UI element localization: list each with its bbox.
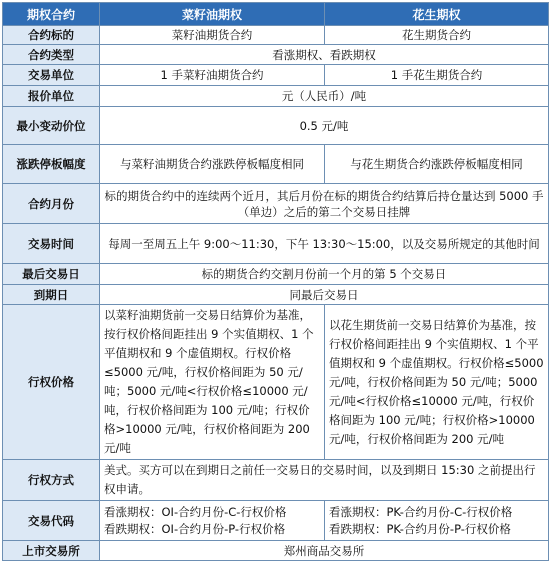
label-unit: 交易单位	[3, 65, 100, 86]
tick-value: 0.5 元/吨	[100, 107, 549, 145]
header-rapeseed-option: 菜籽油期权	[100, 3, 325, 26]
label-quote: 报价单位	[3, 86, 100, 107]
label-exchange: 上市交易所	[3, 541, 100, 561]
label-months: 合约月份	[3, 184, 100, 224]
rapeseed-underlying: 菜籽油期货合约	[100, 26, 325, 45]
row-code	[3, 501, 549, 541]
row-strike	[3, 305, 549, 460]
row-limit	[3, 145, 549, 184]
label-limit: 涨跌停板幅度	[3, 145, 100, 184]
row-hours	[3, 224, 549, 264]
hours-value: 每周一至周五上午 9:00～11:30，下午 13:30～15:00，以及交易所规定的其他时间	[100, 224, 549, 264]
peanut-strike: 以花生期货前一交易日结算价为基准，按行权价格间距挂出 9 个实值期权、1 个平值期权和 9 个虚值期权。行权价格≤5000 元/吨，行权价格间距为 50 元/吨；5000 元/吨<行权价格≤10000 元/吨，行权价格间距为 100 元/吨；行权价格>10000 元/吨，行权价格间距为 200 元/吨	[325, 305, 549, 460]
option-spec-table	[2, 2, 549, 561]
rapeseed-code	[100, 501, 325, 541]
row-months	[3, 184, 549, 224]
rapeseed-put-code: 看跌期权：OI-合约月份-P-行权价格	[104, 521, 286, 536]
label-expiry: 到期日	[3, 285, 100, 305]
peanut-unit: 1 手花生期货合约	[325, 65, 549, 86]
row-last-day	[3, 264, 549, 285]
exercise-value: 美式。买方可以在到期日之前任一交易日的交易时间，以及到期日 15:30 之前提出行权申请。	[100, 460, 549, 501]
label-underlying: 合约标的	[3, 26, 100, 45]
row-underlying	[3, 26, 549, 45]
rapeseed-strike: 以菜籽油期货前一交易日结算价为基准，按行权价格间距挂出 9 个实值期权、1 个平值期权和 9 个虚值期权。行权价格≤5000 元/吨，行权价格间距为 50 元/吨；5000 元/吨<行权价格≤10000 元/吨，行权价格间距为 100 元/吨；行权价格>10000 元/吨，行权价格间距为 200 元/吨	[100, 305, 325, 460]
label-exercise: 行权方式	[3, 460, 100, 501]
row-quote	[3, 86, 549, 107]
rapeseed-limit: 与菜籽油期货合约涨跌停板幅度相同	[100, 145, 325, 184]
label-strike: 行权价格	[3, 305, 100, 460]
peanut-underlying: 花生期货合约	[325, 26, 549, 45]
header-peanut-option: 花生期权	[325, 3, 549, 26]
row-tick	[3, 107, 549, 145]
rapeseed-call-code: 看涨期权：OI-合约月份-C-行权价格	[104, 504, 287, 519]
row-exercise	[3, 460, 549, 501]
rapeseed-unit: 1 手菜籽油期货合约	[100, 65, 325, 86]
last-day-value: 标的期货合约交割月份前一个月的第 5 个交易日	[100, 264, 549, 285]
header-row	[3, 3, 549, 26]
row-exchange	[3, 541, 549, 561]
peanut-limit: 与花生期货合约涨跌停板幅度相同	[325, 145, 549, 184]
peanut-put-code: 看跌期权：PK-合约月份-P-行权价格	[329, 521, 511, 536]
row-expiry	[3, 285, 549, 305]
expiry-value: 同最后交易日	[100, 285, 549, 305]
label-code: 交易代码	[3, 501, 100, 541]
quote-unit-value: 元（人民币）/吨	[100, 86, 549, 107]
label-last-day: 最后交易日	[3, 264, 100, 285]
contract-type-value: 看涨期权、看跌期权	[100, 45, 549, 65]
row-unit	[3, 65, 549, 86]
label-tick: 最小变动价位	[3, 107, 100, 145]
months-value: 标的期货合约中的连续两个近月，其后月份在标的期货合约结算后持仓量达到 5000 手（单边）之后的第二个交易日挂牌	[100, 184, 549, 224]
peanut-call-code: 看涨期权：PK-合约月份-C-行权价格	[329, 504, 513, 519]
label-hours: 交易时间	[3, 224, 100, 264]
peanut-code	[325, 501, 549, 541]
header-contract: 期权合约	[3, 3, 100, 26]
exchange-value: 郑州商品交易所	[100, 541, 549, 561]
row-type	[3, 45, 549, 65]
label-type: 合约类型	[3, 45, 100, 65]
